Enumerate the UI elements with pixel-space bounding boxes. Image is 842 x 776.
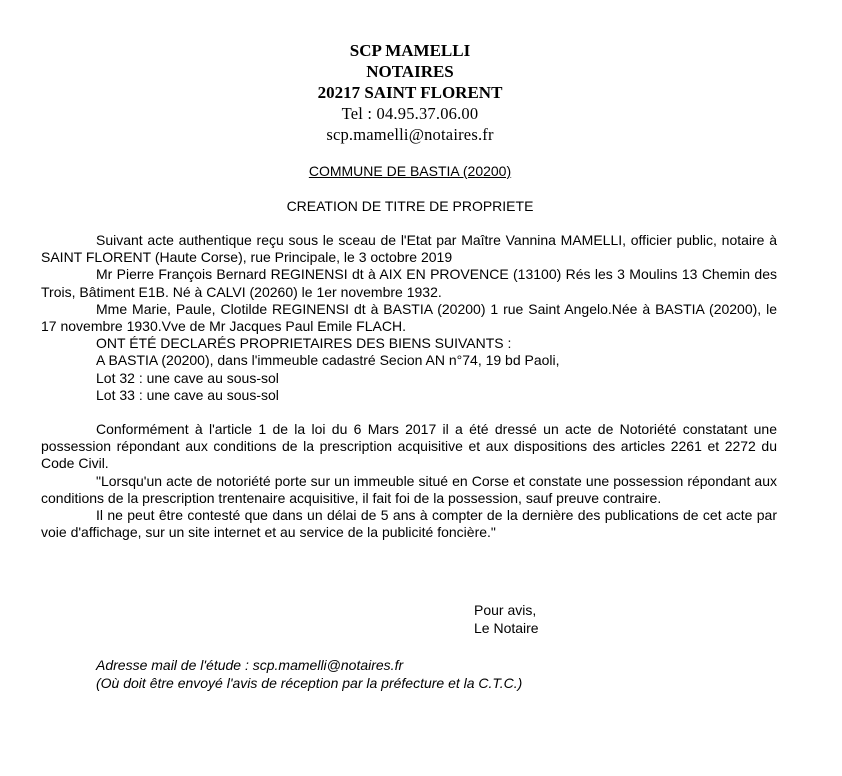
quote-paragraph: "Lorsqu'un acte de notoriété porte sur un immeuble situé en Corse et constate une possession répondant aux conditions de la prescription trentenaire acquisitive, il fait foi de la possession, sauf preuve contraire. — [41, 472, 777, 506]
signature-line-2: Le Notaire — [474, 620, 539, 636]
footer-note — [96, 656, 522, 692]
letterhead — [0, 40, 820, 145]
property-location: A BASTIA (20200), dans l'immeuble cadastré Secion AN n°74, 19 bd Paoli, — [96, 352, 560, 369]
firm-phone: Tel : 04.95.37.06.00 — [341, 104, 479, 123]
commune-text: COMMUNE DE BASTIA (20200) — [308, 163, 512, 179]
footer-email: Adresse mail de l'étude : scp.mamelli@notaires.fr — [96, 657, 404, 673]
declared-heading: ONT ÉTÉ DECLARÉS PROPRIETAIRES DES BIENS SUIVANTS : — [96, 335, 512, 352]
acte-paragraph: Suivant acte authentique reçu sous le sceau de l'Etat par Maître Vannina MAMELLI, officier public, notaire à SAINT FLORENT (Haute Corse), rue Principale, le 3 octobre 2019 — [41, 232, 777, 266]
lot-32: Lot 32 : une cave au sous-sol — [96, 369, 279, 386]
firm-email: scp.mamelli@notaires.fr — [326, 125, 494, 144]
spacer — [41, 404, 777, 421]
firm-name: SCP MAMELLI — [349, 41, 471, 60]
signature-block — [474, 601, 539, 637]
profession: NOTAIRES — [366, 62, 454, 81]
conformement-paragraph: Conformément à l'article 1 de la loi du 6 Mars 2017 il a été dressé un acte de Notoriété constatant une possession répondant aux conditions de la prescription acquisitive et aux dispositions des articles 2261 et 2272 du Code Civil. — [41, 421, 777, 472]
footer-instruction: (Où doit être envoyé l'avis de réception par la préfecture et la C.T.C.) — [96, 675, 523, 691]
signature-line-1: Pour avis, — [474, 602, 537, 618]
delai-paragraph: Il ne peut être contesté que dans un délai de 5 ans à compter de la dernière des publications de cet acte par voie d'affichage, sur un site internet et au service de la publicité foncière." — [41, 507, 777, 541]
firm-city: 20217 SAINT FLORENT — [317, 83, 503, 102]
document-title: CREATION DE TITRE DE PROPRIETE — [286, 198, 534, 214]
owner-1-paragraph: Mr Pierre François Bernard REGINENSI dt à AIX EN PROVENCE (13100) Rés les 3 Moulins 13 Chemin des Trois, Bâtiment E1B. Né à CALVI (20260) le 1er novembre 1932. — [41, 266, 777, 300]
document-body — [41, 232, 777, 541]
commune-heading — [0, 162, 820, 180]
owner-2-paragraph: Mme Marie, Paule, Clotilde REGINENSI dt à BASTIA (20200) 1 rue Saint Angelo.Née à BASTIA (20200), le 17 novembre 1930.Vve de Mr Jacques Paul Emile FLACH. — [41, 300, 777, 335]
lot-33: Lot 33 : une cave au sous-sol — [96, 386, 279, 403]
